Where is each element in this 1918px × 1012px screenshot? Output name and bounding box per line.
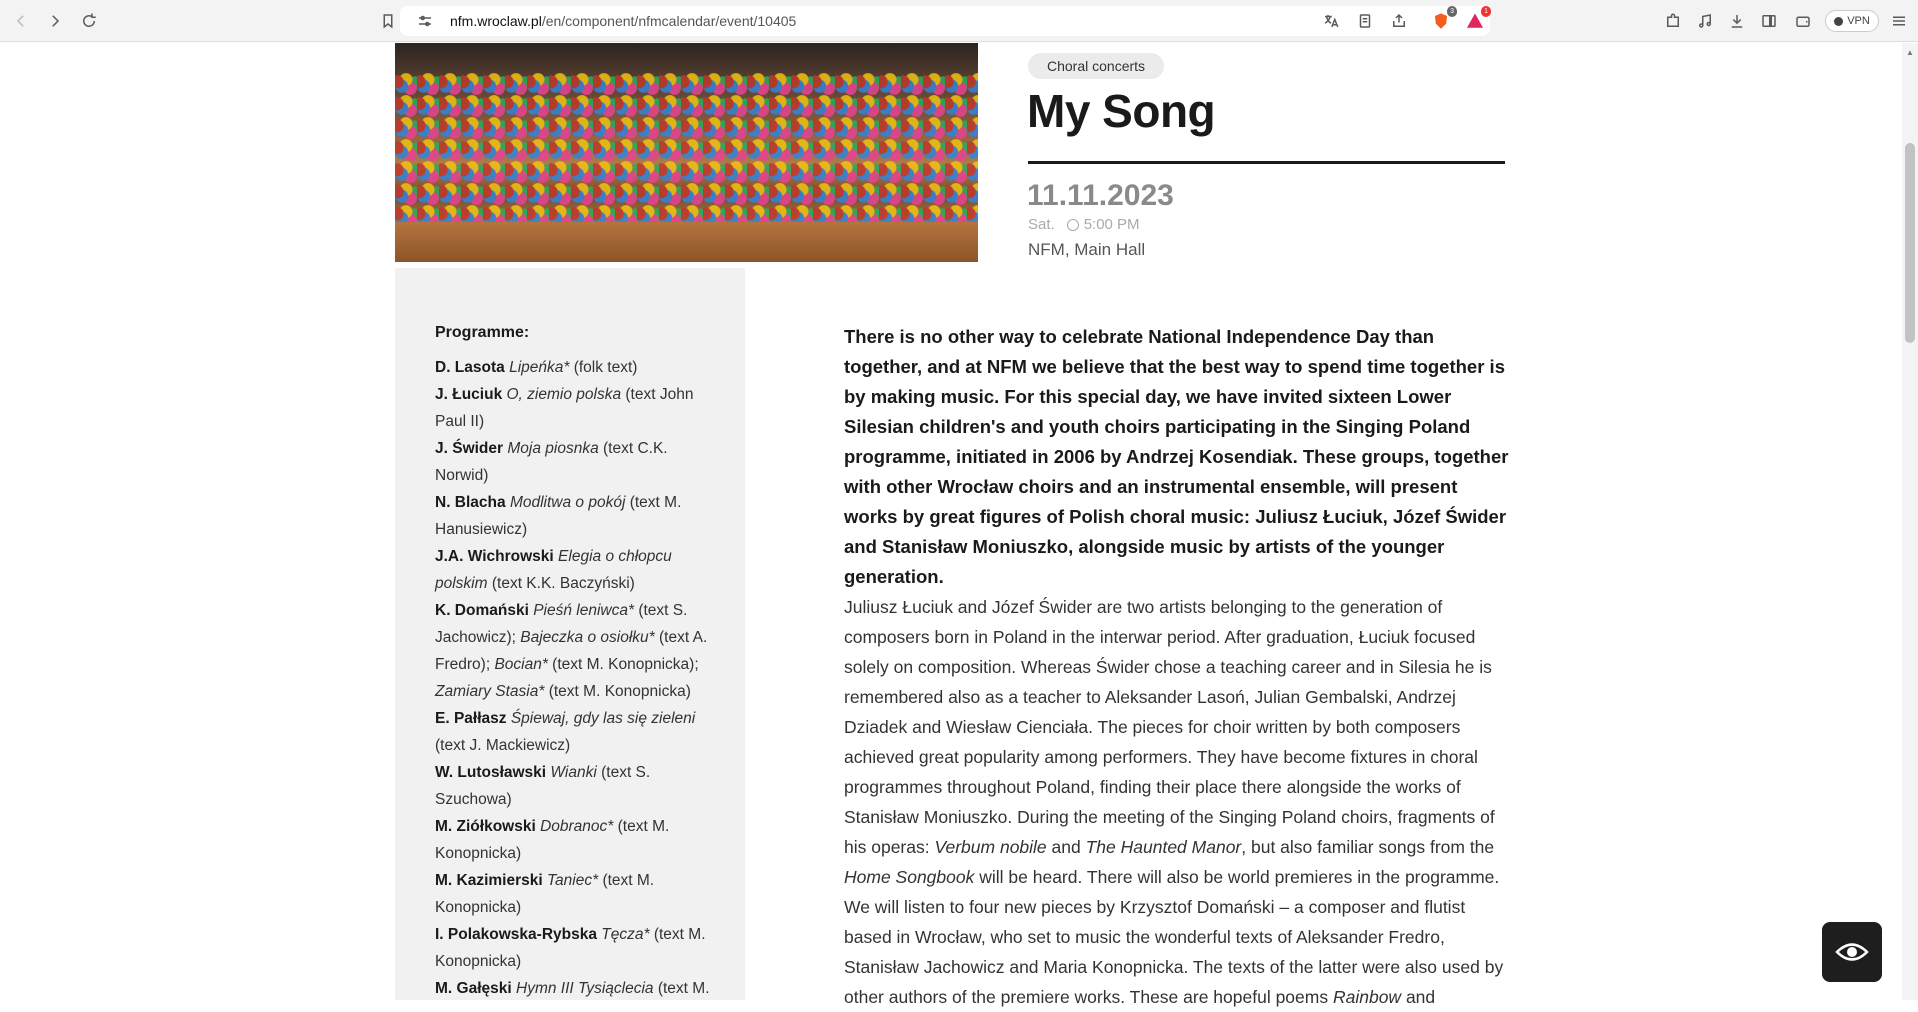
work-note: (text S. Jachowicz); [435,602,688,646]
back-icon[interactable] [8,8,34,34]
description-text: Juliusz Łuciuk and Józef Świder are two artists belonging to the generation of composers born in Poland in the interwar period. After graduation, Łuciuk focused solely on composition. Whereas Świder chose a teaching career and in Silesia he is remembered also as a teacher to Aleksander Lasoń, Julian Gembalski, Andrzej Dziadek and Wiesław Cienciała. The pieces for choir written by both composers achieved great popularity among performers. They have become fixtures in choral programmes throughout Poland, finding their place there alongside the works of Stanisław Moniuszko. During the meeting of the Singing Poland choirs, fragments of his operas: [844,597,1495,857]
programme-item [435,354,715,381]
url-host: nfm.wroclaw.pl [450,13,542,29]
page-scrollbar[interactable] [1902,43,1918,1000]
vpn-button[interactable] [1825,10,1879,32]
brave-shield-icon[interactable] [1428,8,1454,34]
work-note: (text John Paul II) [435,386,694,430]
wallet-icon[interactable] [1790,8,1816,34]
media-icon[interactable] [1692,8,1718,34]
url-path: /en/component/nfmcalendar/event/10405 [541,13,797,29]
work-title: Elegia o chłopcu polskim [435,548,672,592]
work-title: Tęcza* [601,926,650,943]
work-title: Pieśń leniwca* [533,602,635,619]
description-text: and [1046,837,1086,857]
work-title: Lipeńka* [509,359,570,376]
reader-icon[interactable] [1352,8,1378,34]
composer: N. Blacha [435,494,506,511]
sidebar-icon[interactable] [1756,8,1782,34]
work-note: (text M. Konopnicka) [544,683,691,700]
work-note: (text J. Mackiewicz) [435,737,571,754]
address-bar[interactable] [400,6,1490,36]
event-hero-image [395,43,978,262]
composer: J.A. Wichrowski [435,548,554,565]
work-note: (text S. Szuchowa) [435,764,651,808]
scroll-up-icon[interactable]: ▲ [1906,48,1914,57]
composer: M. Ziółkowski [435,818,536,835]
menu-icon[interactable] [1886,8,1912,34]
programme-heading: Programme: [435,324,530,341]
reload-icon[interactable] [76,8,102,34]
work-title: Modlitwa o pokój [509,494,626,511]
work-note: (text A. Fredro); [435,629,708,673]
event-day: Sat. [1028,216,1055,233]
composer: E. Pałłasz [435,710,507,727]
work-note: (text M. Konopnicka) [435,818,670,862]
category-tag[interactable]: Choral concerts [1028,53,1164,79]
url-text[interactable] [450,13,796,29]
work-title: O, ziemio polska [506,386,622,403]
work-note: (text M. Konopnicka) [435,872,655,916]
work-title: Taniec* [547,872,599,889]
download-icon[interactable] [1724,8,1750,34]
browser-toolbar [0,0,1918,42]
shield-count: 3 [1447,6,1457,17]
programme-list [435,354,715,1002]
composer: I. Polakowska-Rybska [435,926,597,943]
stage-floor [395,222,978,262]
programme-item [435,921,715,975]
bookmark-icon[interactable] [375,8,401,34]
event-date: 11.11.2023 [1027,179,1174,212]
event-title: My Song [1027,85,1216,137]
work-title: Moja piosnka [507,440,599,457]
choir-crowd [395,73,978,223]
work-title: Bajeczka o osiołku* [520,629,655,646]
vpn-label: VPN [1847,15,1870,27]
event-day-time [1028,216,1140,233]
work-title: Śpiewaj, gdy las się zieleni [510,710,696,727]
work-note: (text M. Konopnicka); [547,656,699,673]
programme-sidebar [395,268,745,1000]
description-text: will be heard. There will also be world premieres in the programme. We will listen to four new pieces by Krzysztof Domański – a composer and flutist based in Wrocław, who set to music the wonderful texts of Aleksander Fredro, Stanisław Jachowicz and Maria Konopnicka. The texts of the latter were also used by other authors of the premiere works. These are hopeful poems [844,867,1504,1007]
forward-icon[interactable] [42,8,68,34]
alert-count: 1 [1481,6,1491,17]
composer: M. Kazimierski [435,872,543,889]
work-note: (text C.K. Norwid) [435,440,668,484]
extensions-icon[interactable] [1660,8,1686,34]
composer: J. Świder [435,440,504,457]
composer: M. Gałęski [435,980,512,997]
site-settings-icon[interactable] [412,8,438,34]
programme-item [435,705,715,759]
opera-title: Verbum nobile [934,837,1047,857]
event-time: 5:00 PM [1083,216,1140,233]
share-icon[interactable] [1386,8,1412,34]
event-intro: There is no other way to celebrate National Independence Day than together, and at NFM we believe that the best way to spend time together is by making music. For this special day, we have invited sixteen Lower Silesian children's and youth choirs participating in the Singing Poland programme, initiated in 2006 by Andrzej Kosendiak. These groups, together with other Wrocław choirs and an instrumental ensemble, will present works by great figures of Polish choral music: Juliusz Łuciuk, Józef Świder and Stanisław Moniuszko, alongside music by artists of the younger generation. [844,326,1509,587]
scroll-thumb[interactable] [1905,143,1915,343]
programme-item [435,543,715,597]
eye-icon [1835,941,1869,963]
work-title: Wianki [550,764,597,781]
work-title: Dobranoc* [540,818,614,835]
work-note: (text M. Konopnicka) [435,926,706,970]
brave-rewards-icon[interactable] [1462,8,1488,34]
songbook-title: Home Songbook [844,867,975,887]
work-title: Hymn III Tysiąclecia [516,980,654,997]
programme-item [435,381,715,435]
programme-item [435,867,715,921]
translate-icon[interactable] [1318,8,1344,34]
event-venue: NFM, Main Hall [1028,240,1146,259]
composer: K. Domański [435,602,529,619]
programme-item [435,759,715,813]
work-note: (text K.K. Baczyński) [487,575,635,592]
programme-item [435,435,715,489]
title-divider [1028,161,1505,164]
description-text: and [1401,987,1436,1007]
clock-icon [1067,219,1079,231]
composer: J. Łuciuk [435,386,503,403]
poem-title: Rainbow [1332,987,1402,1007]
accessibility-button[interactable] [1822,922,1882,982]
work-note: (text M. [653,980,710,997]
vpn-status-icon [1834,17,1843,26]
event-description [844,592,1504,1012]
work-note: (folk text) [569,359,638,376]
programme-item [435,975,715,1002]
work-note: (text M. Hanusiewicz) [435,494,682,538]
opera-title: The Haunted Manor [1085,837,1242,857]
composer: D. Lasota [435,359,505,376]
programme-item [435,489,715,543]
work-title: Bocian* [494,656,548,673]
programme-item [435,597,715,705]
work-title: Zamiary Stasia* [435,683,545,700]
composer: W. Lutosławski [435,764,547,781]
description-text: , but also familiar songs from the [1241,837,1495,857]
programme-item [435,813,715,867]
